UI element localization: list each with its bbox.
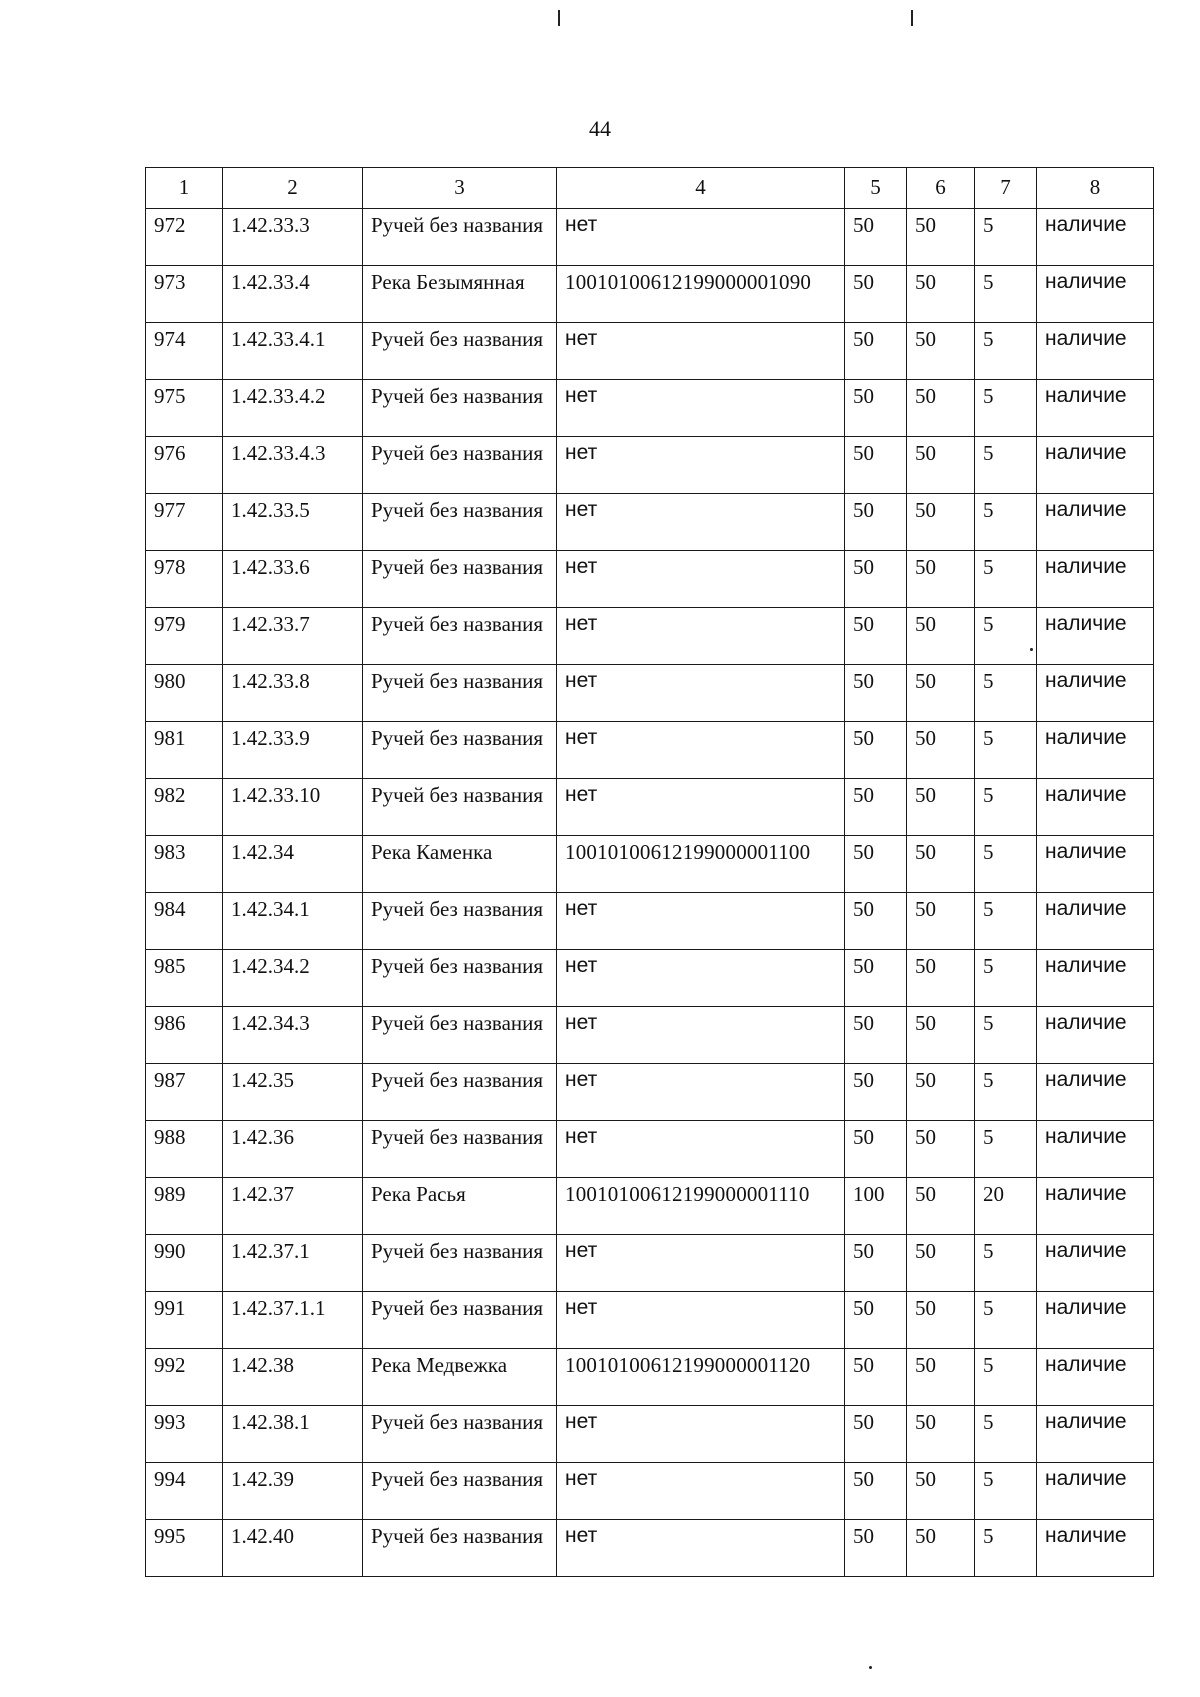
status-cell: наличие (1037, 1520, 1154, 1577)
table-row (146, 722, 1154, 779)
value-cell-6: 50 (907, 893, 975, 950)
value-cell-7: 5 (975, 1292, 1037, 1349)
code-cell: 1.42.33.9 (223, 722, 363, 779)
value-cell-6: 50 (907, 1178, 975, 1235)
value-cell-7: 5 (975, 1121, 1037, 1178)
name-cell: Ручей без названия (363, 323, 557, 380)
column-header: 1 (146, 168, 223, 209)
status-cell: наличие (1037, 1292, 1154, 1349)
name-cell: Ручей без названия (363, 494, 557, 551)
column-header: 2 (223, 168, 363, 209)
column-header: 4 (557, 168, 845, 209)
row-number-cell: 987 (146, 1064, 223, 1121)
value-cell-7: 5 (975, 950, 1037, 1007)
registry-number-cell: нет (557, 1292, 845, 1349)
table-row (146, 1121, 1154, 1178)
row-number-cell: 991 (146, 1292, 223, 1349)
registry-number-cell: нет (557, 665, 845, 722)
name-cell: Ручей без названия (363, 608, 557, 665)
table-row (146, 1406, 1154, 1463)
row-number-cell: 977 (146, 494, 223, 551)
value-cell-5: 50 (845, 1292, 907, 1349)
code-cell: 1.42.33.8 (223, 665, 363, 722)
column-header: 8 (1037, 168, 1154, 209)
row-number-cell: 974 (146, 323, 223, 380)
value-cell-7: 20 (975, 1178, 1037, 1235)
value-cell-6: 50 (907, 779, 975, 836)
value-cell-5: 50 (845, 380, 907, 437)
value-cell-6: 50 (907, 437, 975, 494)
scan-mark (911, 10, 913, 26)
code-cell: 1.42.39 (223, 1463, 363, 1520)
registry-number-cell: нет (557, 494, 845, 551)
code-cell: 1.42.34.1 (223, 893, 363, 950)
code-cell: 1.42.33.5 (223, 494, 363, 551)
registry-number-cell: 10010100612199000001090 (557, 266, 845, 323)
row-number-cell: 978 (146, 551, 223, 608)
name-cell: Ручей без названия (363, 722, 557, 779)
value-cell-5: 50 (845, 1007, 907, 1064)
status-cell: наличие (1037, 893, 1154, 950)
column-header: 5 (845, 168, 907, 209)
value-cell-5: 50 (845, 608, 907, 665)
value-cell-7: 5 (975, 551, 1037, 608)
value-cell-5: 50 (845, 1064, 907, 1121)
table-row (146, 950, 1154, 1007)
registry-number-cell: нет (557, 437, 845, 494)
status-cell: наличие (1037, 1406, 1154, 1463)
name-cell: Ручей без названия (363, 1121, 557, 1178)
value-cell-5: 50 (845, 665, 907, 722)
table-row (146, 437, 1154, 494)
value-cell-7: 5 (975, 608, 1037, 665)
registry-number-cell: нет (557, 722, 845, 779)
value-cell-7: 5 (975, 323, 1037, 380)
registry-number-cell: нет (557, 380, 845, 437)
code-cell: 1.42.33.4.1 (223, 323, 363, 380)
value-cell-5: 50 (845, 1349, 907, 1406)
table-row (146, 1349, 1154, 1406)
name-cell: Ручей без названия (363, 1007, 557, 1064)
table-header-row (146, 168, 1154, 209)
table-row (146, 1292, 1154, 1349)
row-number-cell: 989 (146, 1178, 223, 1235)
value-cell-7: 5 (975, 893, 1037, 950)
value-cell-6: 50 (907, 1463, 975, 1520)
row-number-cell: 985 (146, 950, 223, 1007)
value-cell-6: 50 (907, 323, 975, 380)
name-cell: Ручей без названия (363, 950, 557, 1007)
row-number-cell: 993 (146, 1406, 223, 1463)
value-cell-5: 50 (845, 722, 907, 779)
status-cell: наличие (1037, 1235, 1154, 1292)
registry-number-cell: нет (557, 551, 845, 608)
row-number-cell: 973 (146, 266, 223, 323)
value-cell-5: 50 (845, 893, 907, 950)
row-number-cell: 992 (146, 1349, 223, 1406)
value-cell-5: 50 (845, 1121, 907, 1178)
code-cell: 1.42.37.1 (223, 1235, 363, 1292)
name-cell: Ручей без названия (363, 893, 557, 950)
code-cell: 1.42.34.2 (223, 950, 363, 1007)
status-cell: наличие (1037, 1064, 1154, 1121)
value-cell-7: 5 (975, 1064, 1037, 1121)
row-number-cell: 982 (146, 779, 223, 836)
status-cell: наличие (1037, 551, 1154, 608)
table-row (146, 266, 1154, 323)
name-cell: Ручей без названия (363, 209, 557, 266)
value-cell-5: 50 (845, 836, 907, 893)
code-cell: 1.42.38 (223, 1349, 363, 1406)
registry-number-cell: нет (557, 779, 845, 836)
registry-number-cell: нет (557, 1007, 845, 1064)
registry-number-cell: нет (557, 1064, 845, 1121)
name-cell: Ручей без названия (363, 665, 557, 722)
registry-number-cell: нет (557, 323, 845, 380)
name-cell: Ручей без названия (363, 380, 557, 437)
table-row (146, 209, 1154, 266)
value-cell-7: 5 (975, 1463, 1037, 1520)
name-cell: Река Безымянная (363, 266, 557, 323)
name-cell: Ручей без названия (363, 551, 557, 608)
status-cell: наличие (1037, 209, 1154, 266)
table-row (146, 1007, 1154, 1064)
status-cell: наличие (1037, 722, 1154, 779)
name-cell: Ручей без названия (363, 1064, 557, 1121)
status-cell: наличие (1037, 494, 1154, 551)
row-number-cell: 990 (146, 1235, 223, 1292)
value-cell-6: 50 (907, 1406, 975, 1463)
code-cell: 1.42.33.6 (223, 551, 363, 608)
value-cell-7: 5 (975, 494, 1037, 551)
row-number-cell: 995 (146, 1520, 223, 1577)
row-number-cell: 984 (146, 893, 223, 950)
row-number-cell: 983 (146, 836, 223, 893)
code-cell: 1.42.33.3 (223, 209, 363, 266)
value-cell-6: 50 (907, 494, 975, 551)
status-cell: наличие (1037, 266, 1154, 323)
value-cell-7: 5 (975, 1235, 1037, 1292)
value-cell-5: 50 (845, 323, 907, 380)
code-cell: 1.42.38.1 (223, 1406, 363, 1463)
name-cell: Ручей без названия (363, 1406, 557, 1463)
status-cell: наличие (1037, 1178, 1154, 1235)
column-header: 3 (363, 168, 557, 209)
status-cell: наличие (1037, 323, 1154, 380)
registry-table (145, 167, 1154, 1577)
status-cell: наличие (1037, 836, 1154, 893)
code-cell: 1.42.33.4.2 (223, 380, 363, 437)
value-cell-5: 50 (845, 551, 907, 608)
status-cell: наличие (1037, 950, 1154, 1007)
status-cell: наличие (1037, 779, 1154, 836)
value-cell-7: 5 (975, 1406, 1037, 1463)
table-row (146, 494, 1154, 551)
value-cell-5: 50 (845, 779, 907, 836)
row-number-cell: 972 (146, 209, 223, 266)
value-cell-5: 50 (845, 1463, 907, 1520)
row-number-cell: 981 (146, 722, 223, 779)
scan-speck (869, 1666, 872, 1669)
code-cell: 1.42.33.7 (223, 608, 363, 665)
registry-number-cell: нет (557, 893, 845, 950)
value-cell-7: 5 (975, 836, 1037, 893)
table-row (146, 1064, 1154, 1121)
name-cell: Ручей без названия (363, 1520, 557, 1577)
value-cell-6: 50 (907, 1235, 975, 1292)
registry-number-cell: нет (557, 608, 845, 665)
status-cell: наличие (1037, 1121, 1154, 1178)
value-cell-5: 50 (845, 209, 907, 266)
value-cell-7: 5 (975, 1007, 1037, 1064)
value-cell-7: 5 (975, 1349, 1037, 1406)
table-row (146, 551, 1154, 608)
value-cell-7: 5 (975, 266, 1037, 323)
registry-number-cell: нет (557, 1121, 845, 1178)
status-cell: наличие (1037, 1349, 1154, 1406)
value-cell-5: 50 (845, 266, 907, 323)
table-row (146, 1520, 1154, 1577)
value-cell-6: 50 (907, 266, 975, 323)
table-row (146, 1235, 1154, 1292)
code-cell: 1.42.37 (223, 1178, 363, 1235)
value-cell-7: 5 (975, 1520, 1037, 1577)
value-cell-7: 5 (975, 380, 1037, 437)
registry-number-cell: нет (557, 1463, 845, 1520)
status-cell: наличие (1037, 1463, 1154, 1520)
status-cell: наличие (1037, 665, 1154, 722)
code-cell: 1.42.40 (223, 1520, 363, 1577)
name-cell: Река Каменка (363, 836, 557, 893)
value-cell-6: 50 (907, 1064, 975, 1121)
value-cell-5: 50 (845, 1520, 907, 1577)
scan-speck (1030, 648, 1033, 651)
registry-number-cell: 10010100612199000001110 (557, 1178, 845, 1235)
value-cell-6: 50 (907, 722, 975, 779)
name-cell: Ручей без названия (363, 779, 557, 836)
registry-number-cell: 10010100612199000001100 (557, 836, 845, 893)
value-cell-7: 5 (975, 209, 1037, 266)
table-row (146, 665, 1154, 722)
name-cell: Ручей без названия (363, 437, 557, 494)
name-cell: Река Медвежка (363, 1349, 557, 1406)
value-cell-6: 50 (907, 551, 975, 608)
code-cell: 1.42.36 (223, 1121, 363, 1178)
value-cell-7: 5 (975, 779, 1037, 836)
registry-number-cell: нет (557, 950, 845, 1007)
value-cell-6: 50 (907, 1007, 975, 1064)
value-cell-5: 50 (845, 437, 907, 494)
row-number-cell: 986 (146, 1007, 223, 1064)
value-cell-6: 50 (907, 380, 975, 437)
registry-number-cell: нет (557, 1235, 845, 1292)
table-row (146, 779, 1154, 836)
status-cell: наличие (1037, 1007, 1154, 1064)
value-cell-5: 50 (845, 950, 907, 1007)
row-number-cell: 975 (146, 380, 223, 437)
value-cell-6: 50 (907, 665, 975, 722)
code-cell: 1.42.33.4 (223, 266, 363, 323)
code-cell: 1.42.33.10 (223, 779, 363, 836)
status-cell: наличие (1037, 437, 1154, 494)
row-number-cell: 994 (146, 1463, 223, 1520)
value-cell-6: 50 (907, 608, 975, 665)
table-row (146, 893, 1154, 950)
value-cell-6: 50 (907, 1121, 975, 1178)
code-cell: 1.42.34 (223, 836, 363, 893)
table-row (146, 1463, 1154, 1520)
code-cell: 1.42.35 (223, 1064, 363, 1121)
value-cell-6: 50 (907, 209, 975, 266)
value-cell-7: 5 (975, 437, 1037, 494)
value-cell-5: 50 (845, 494, 907, 551)
code-cell: 1.42.34.3 (223, 1007, 363, 1064)
row-number-cell: 976 (146, 437, 223, 494)
table-row (146, 1178, 1154, 1235)
registry-number-cell: нет (557, 209, 845, 266)
value-cell-5: 50 (845, 1406, 907, 1463)
value-cell-7: 5 (975, 665, 1037, 722)
value-cell-6: 50 (907, 1292, 975, 1349)
value-cell-6: 50 (907, 1349, 975, 1406)
column-header: 7 (975, 168, 1037, 209)
value-cell-7: 5 (975, 722, 1037, 779)
row-number-cell: 988 (146, 1121, 223, 1178)
name-cell: Река Расья (363, 1178, 557, 1235)
registry-number-cell: нет (557, 1520, 845, 1577)
status-cell: наличие (1037, 608, 1154, 665)
scan-mark (558, 10, 560, 26)
table-body (146, 209, 1154, 1577)
code-cell: 1.42.37.1.1 (223, 1292, 363, 1349)
column-header: 6 (907, 168, 975, 209)
name-cell: Ручей без названия (363, 1235, 557, 1292)
row-number-cell: 979 (146, 608, 223, 665)
value-cell-6: 50 (907, 1520, 975, 1577)
value-cell-6: 50 (907, 950, 975, 1007)
table-row (146, 323, 1154, 380)
value-cell-5: 100 (845, 1178, 907, 1235)
name-cell: Ручей без названия (363, 1292, 557, 1349)
row-number-cell: 980 (146, 665, 223, 722)
table-row (146, 608, 1154, 665)
page-number: 44 (589, 116, 611, 141)
name-cell: Ручей без названия (363, 1463, 557, 1520)
table-row (146, 380, 1154, 437)
status-cell: наличие (1037, 380, 1154, 437)
value-cell-5: 50 (845, 1235, 907, 1292)
code-cell: 1.42.33.4.3 (223, 437, 363, 494)
table-row (146, 836, 1154, 893)
value-cell-6: 50 (907, 836, 975, 893)
registry-number-cell: 10010100612199000001120 (557, 1349, 845, 1406)
registry-number-cell: нет (557, 1406, 845, 1463)
